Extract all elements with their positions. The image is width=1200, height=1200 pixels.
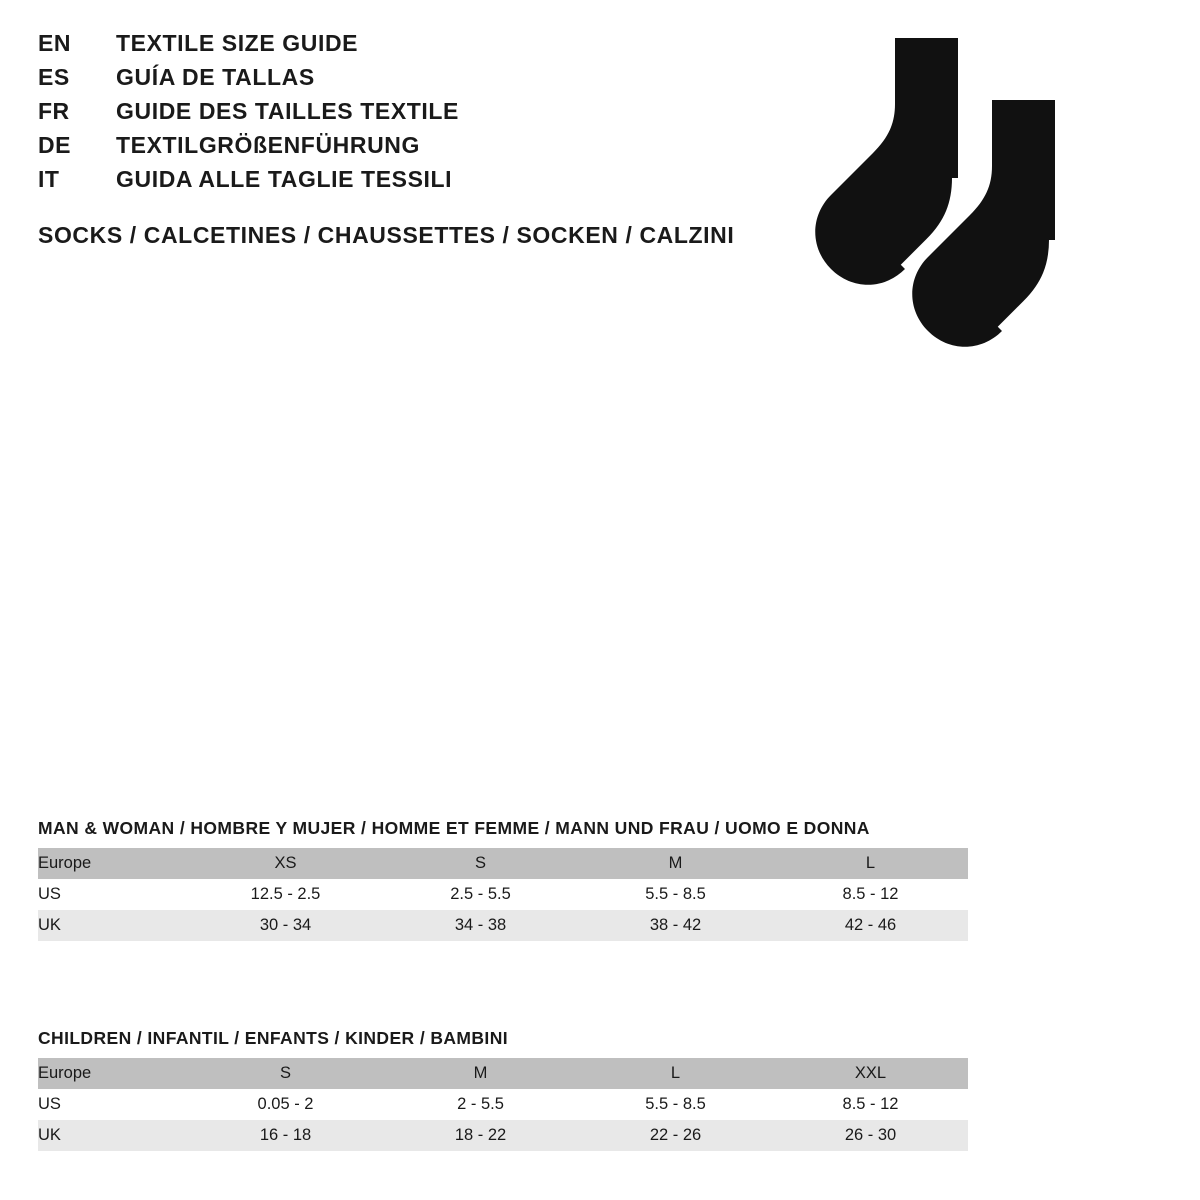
- cell-value: 5.5 - 8.5: [578, 1089, 773, 1120]
- language-code-it: IT: [38, 166, 60, 192]
- cell-value: S: [188, 1058, 383, 1089]
- language-text-fr: GUIDE DES TAILLES TEXTILE: [116, 98, 459, 124]
- cell-value: 42 - 46: [773, 910, 968, 941]
- cell-value: L: [773, 848, 968, 879]
- adult-size-table: [38, 848, 968, 941]
- cell-value: 16 - 18: [188, 1120, 383, 1151]
- children-size-table: [38, 1058, 968, 1151]
- cell-value: 18 - 22: [383, 1120, 578, 1151]
- table-row: [38, 1120, 968, 1151]
- cell-value: 12.5 - 2.5: [188, 879, 383, 910]
- table-row: [38, 1089, 968, 1120]
- language-list: [38, 30, 758, 200]
- language-text-en: TEXTILE SIZE GUIDE: [116, 30, 359, 56]
- table-row: [38, 1058, 968, 1089]
- row-label: US: [38, 1089, 188, 1120]
- cell-value: XXL: [773, 1058, 968, 1089]
- cell-value: M: [383, 1058, 578, 1089]
- language-code-en: EN: [38, 30, 71, 56]
- language-text-it: GUIDA ALLE TAGLIE TESSILI: [116, 166, 453, 192]
- cell-value: 5.5 - 8.5: [578, 879, 773, 910]
- cell-value: 38 - 42: [578, 910, 773, 941]
- language-row-en: [38, 30, 758, 64]
- row-label: Europe: [38, 848, 188, 879]
- adult-section-title: MAN & WOMAN / HOMBRE Y MUJER / HOMME ET FEMME / MANN UND FRAU / UOMO E DONNA: [38, 818, 870, 838]
- cell-value: M: [578, 848, 773, 879]
- row-label: UK: [38, 910, 188, 941]
- row-label: US: [38, 879, 188, 910]
- language-row-es: [38, 64, 758, 98]
- cell-value: 34 - 38: [383, 910, 578, 941]
- language-row-de: [38, 132, 758, 166]
- cell-value: 2.5 - 5.5: [383, 879, 578, 910]
- cell-value: 2 - 5.5: [383, 1089, 578, 1120]
- cell-value: XS: [188, 848, 383, 879]
- cell-value: 26 - 30: [773, 1120, 968, 1151]
- table-row: [38, 848, 968, 879]
- language-row-it: [38, 166, 758, 200]
- row-label: UK: [38, 1120, 188, 1151]
- row-label: Europe: [38, 1058, 188, 1089]
- language-row-fr: [38, 98, 758, 132]
- cell-value: 0.05 - 2: [188, 1089, 383, 1120]
- cell-value: S: [383, 848, 578, 879]
- cell-value: L: [578, 1058, 773, 1089]
- children-size-section: [38, 1028, 968, 1151]
- cell-value: 30 - 34: [188, 910, 383, 941]
- table-row: [38, 879, 968, 910]
- language-code-es: ES: [38, 64, 70, 90]
- cell-value: 22 - 26: [578, 1120, 773, 1151]
- product-category-line: SOCKS / CALCETINES / CHAUSSETTES / SOCKEN / CALZINI: [38, 222, 735, 248]
- table-row: [38, 910, 968, 941]
- language-code-fr: FR: [38, 98, 70, 124]
- socks-icon: [800, 28, 1140, 368]
- cell-value: 8.5 - 12: [773, 879, 968, 910]
- cell-value: 8.5 - 12: [773, 1089, 968, 1120]
- children-section-title: CHILDREN / INFANTIL / ENFANTS / KINDER / BAMBINI: [38, 1028, 508, 1048]
- language-text-de: TEXTILGRÖßENFÜHRUNG: [116, 132, 420, 158]
- language-code-de: DE: [38, 132, 71, 158]
- adult-size-section: [38, 818, 968, 941]
- language-text-es: GUÍA DE TALLAS: [116, 64, 315, 90]
